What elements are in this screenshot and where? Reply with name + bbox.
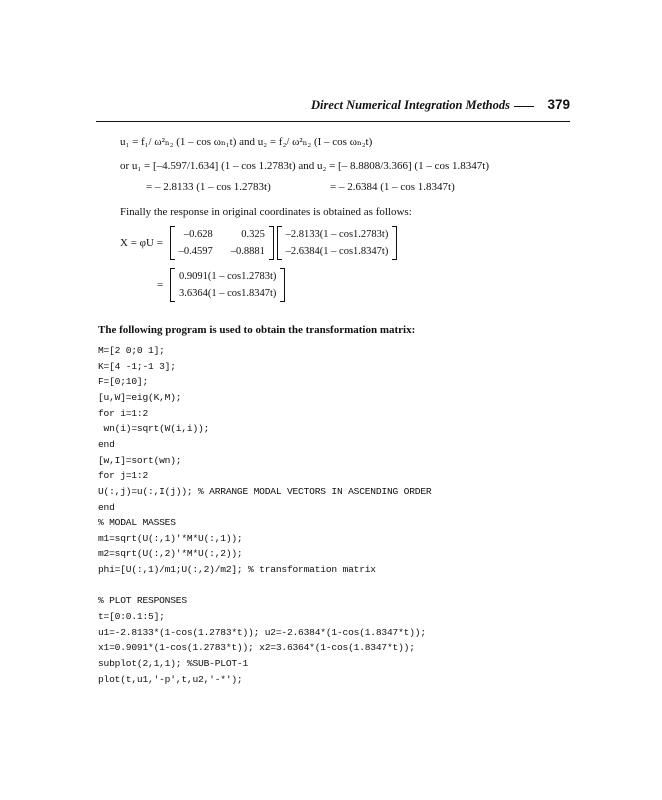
code-line: for i=1:2 <box>98 407 149 419</box>
code-line: wn(i)=sqrt(W(i,i)); <box>98 423 210 435</box>
code-line: [u,W]=eig(K,M); <box>98 391 182 403</box>
code-line: x1=0.9091*(1-cos(1.2783*t)); x2=3.6364*(1-cos(1.8347*t)); <box>98 642 415 654</box>
phi-cell: –0.628 <box>183 229 213 240</box>
x-result-equation <box>157 268 285 302</box>
header-rule <box>96 121 570 122</box>
x-vector-cell: 0.9091(1 – cos1.2783t) <box>178 271 277 282</box>
x-vector <box>170 268 285 302</box>
code-line: phi=[U(:,1)/m1;U(:,2)/m2]; % transformation matrix <box>98 564 376 576</box>
code-line: M=[2 0;0 1]; <box>98 345 165 356</box>
code-line: u1=-2.8133*(1-cos(1.2783*t)); u2=-2.6384*(1-cos(1.8347*t)); <box>98 626 426 638</box>
x-lhs: X = φU = <box>120 237 163 249</box>
u-vector-cell: –2.8133(1 – cos1.2783t) <box>285 229 389 240</box>
x-vector-cell: 3.6364(1 – cos1.8347t) <box>178 288 277 299</box>
equation-u2-result: = – 2.6384 (1 – cos 1.8347t) <box>330 181 455 193</box>
code-line: % MODAL MASSES <box>98 517 176 529</box>
equation-u-numeric: or u₁ = [–4.597/1.634] (1 – cos 1.2783t) and u₂ = [– 8.8808/3.366] (1 – cos 1.8347t) <box>120 160 489 172</box>
code-line: for j=1:2 <box>98 470 149 482</box>
u-vector-cell: –2.6384(1 – cos1.8347t) <box>285 246 389 257</box>
phi-cell: –0.8881 <box>230 246 265 257</box>
u-vector <box>277 226 398 260</box>
code-line: plot(t,u1,'-p',t,u2,'-*'); <box>98 673 243 685</box>
code-line: U(:,j)=u(:,I(j)); % ARRANGE MODAL VECTORS IN ASCENDING ORDER <box>98 485 432 497</box>
code-line: end <box>98 501 115 513</box>
code-line: subplot(2,1,1); %SUB-PLOT-1 <box>98 658 249 669</box>
phi-matrix <box>170 226 274 260</box>
phi-cell: –0.4597 <box>178 246 213 257</box>
code-line: % PLOT RESPONSES <box>98 595 187 607</box>
code-line: m2=sqrt(U(:,2)'*M*U(:,2)); <box>98 548 243 560</box>
program-heading: The following program is used to obtain the transformation matrix: <box>98 324 416 336</box>
code-line: t=[0:0.1:5]; <box>98 611 165 623</box>
equals-sign: = <box>157 279 164 291</box>
code-line: K=[4 -1;-1 3]; <box>98 360 176 372</box>
matrix-equation <box>120 226 397 260</box>
code-line: end <box>98 438 115 450</box>
equation-u-definition: u₁ = f₁/ ω²ₙ₂ (1 – cos ωₙ₁t) and u₂ = f₂/ ω²ₙ₂ (I – cos ωₙ₂t) <box>120 136 373 148</box>
running-head-rule <box>514 106 534 107</box>
code-line: m1=sqrt(U(:,1)'*M*U(:,1)); <box>98 532 243 544</box>
finally-sentence: Finally the response in original coordinates is obtained as follows: <box>120 206 412 218</box>
code-line: [w,I]=sort(wn); <box>98 454 182 466</box>
code-line: F=[0;10]; <box>98 376 149 388</box>
page-number: 379 <box>547 97 570 112</box>
equation-u1-result: = – 2.8133 (1 – cos 1.2783t) <box>146 181 271 193</box>
phi-cell: 0.325 <box>241 229 265 240</box>
running-head <box>96 98 570 118</box>
running-head-title: Direct Numerical Integration Methods <box>311 98 510 112</box>
